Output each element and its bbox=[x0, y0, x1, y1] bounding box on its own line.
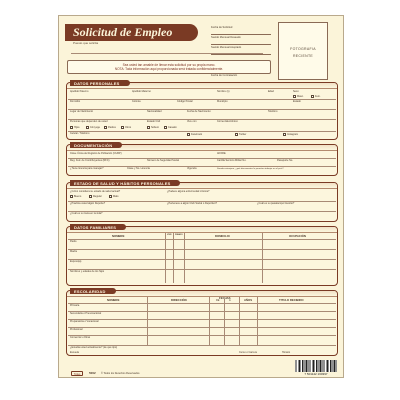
form-title: Solicitud de Empleo bbox=[65, 24, 198, 41]
education-section: ESCOLARIDAD NOMBRE DIRECCIÓN FECHAS DE A AÑOS TITULO RECIBIDO Primaria Secundaria o Prevocacional Preparatoria o Vocacional Profesional Comercial u Otras ¿Estudia usted actualmente? (de qué tipo) Escuela Curso o Carrera Horario bbox=[66, 290, 338, 356]
position-label: Puesto que solicita bbox=[73, 41, 99, 45]
section-title: ESTADO DE SALUD Y HÁBITOS PERSONALES bbox=[70, 180, 180, 186]
facebook-checkbox[interactable] bbox=[187, 133, 190, 136]
edu-row-professional: Profesional bbox=[70, 328, 83, 331]
photo-label-recent: RECIENTE bbox=[292, 54, 314, 58]
twitter-checkbox[interactable] bbox=[235, 133, 238, 136]
hire-date-field[interactable]: Fecha de Contratación bbox=[211, 74, 271, 83]
dep-parents-checkbox[interactable] bbox=[104, 126, 107, 129]
accepted-salary-field[interactable]: Sueldo Mensual Aceptado bbox=[211, 46, 271, 55]
studying-question: ¿Estudia usted actualmente? (de qué tipo) bbox=[70, 346, 118, 349]
instructions-box: Sea usted tan amable de llenar esta solicitud por su propia mano. NOTA: Toda información aquí proporcionada será tratada confidencialmente. bbox=[67, 60, 271, 74]
barcode bbox=[295, 360, 337, 372]
edu-row-secondary: Secundaria o Prevocacional bbox=[70, 312, 102, 315]
section-title: DATOS FAMILIARES bbox=[70, 224, 126, 230]
photo-label: FOTOGRAFIA bbox=[290, 47, 316, 51]
personal-data-section: DATOS PERSONALES Apellido Paterno Apellido Materno Nombre (s) Edad Sexo Masc. Fem. Domicilio Colonia Código Postal Municipio Estado Lugar de Nacimiento Nacionalidad Fecha de Nacimiento Teléfono Personas que dependen de usted Estado Civil Vive con Hijos Cónyuge Padres Otros Soltero Casado Correo Electrónico Celular / Teléfono Facebook Twitter Instagram bbox=[66, 82, 338, 140]
family-row-father: Padre bbox=[70, 240, 77, 243]
civil-single-checkbox[interactable] bbox=[147, 126, 150, 129]
barcode-number: 7 501142 160397 bbox=[304, 372, 328, 376]
sex-female-checkbox[interactable] bbox=[311, 95, 314, 98]
dep-others-checkbox[interactable] bbox=[121, 126, 124, 129]
family-row-mother: Madre bbox=[70, 250, 78, 253]
publisher-logo: Ticket bbox=[71, 371, 83, 376]
edu-row-other: Comercial u Otras bbox=[70, 336, 91, 339]
health-good-checkbox[interactable] bbox=[70, 195, 73, 198]
application-form bbox=[58, 15, 344, 378]
edu-row-prep: Preparatoria o Vocacional bbox=[70, 320, 99, 323]
dep-children-checkbox[interactable] bbox=[70, 126, 73, 129]
section-title: DOCUMENTACIÓN bbox=[70, 142, 122, 148]
dep-spouse-checkbox[interactable] bbox=[86, 126, 89, 129]
civil-married-checkbox[interactable] bbox=[164, 126, 167, 129]
documentation-section: DOCUMENTACIÓN Clave Única de Registro de Población (CURP) AFORE Reg. Fed. de Contribuyentes (RFC) Número de Seguridad Social Cartilla Servicio Militar No. Pasaporte No. ¿Tiene licencia para manejar? Clase y No. Licencia Vigencia Siendo extranjero, ¿qué documentos le permiten trabajar en el país? bbox=[66, 144, 338, 176]
photo-box[interactable] bbox=[278, 22, 328, 80]
health-bad-checkbox[interactable] bbox=[109, 195, 112, 198]
family-row-children: Nombres y edades de los hijos bbox=[70, 270, 105, 273]
sex-male-checkbox[interactable] bbox=[293, 95, 296, 98]
family-row-spouse: Esposo(a) bbox=[70, 260, 82, 263]
desired-salary-field[interactable]: Sueldo Mensual Deseado bbox=[211, 36, 271, 45]
form-number: 5002 bbox=[89, 371, 96, 375]
health-regular-checkbox[interactable] bbox=[89, 195, 92, 198]
application-date-field[interactable]: Fecha de Solicitud bbox=[211, 26, 271, 35]
instagram-checkbox[interactable] bbox=[283, 133, 286, 136]
section-title: ESCOLARIDAD bbox=[70, 288, 116, 294]
family-section: DATOS FAMILIARES NOMBRE VIVE FINADO DOMICILIO OCUPACIÓN Padre Madre Esposo(a) Nombres y edades de los hijos bbox=[66, 226, 338, 286]
health-section: ESTADO DE SALUD Y HÁBITOS PERSONALES ¿Cómo considera su estado de salud actual? ¿Padece alguna enfermedad crónica? Bueno Regular Malo ¿Practica usted algún Deporte? ¿Pertenece a algún Club Social o Deportivo? ¿Cuál es su pasatiempo favorito? ¿Cuál es su meta en la vida? bbox=[66, 182, 338, 222]
edu-row-primary: Primaria bbox=[70, 304, 80, 307]
copyright-note: © Todos los Derechos Reservados bbox=[101, 371, 140, 375]
section-title: DATOS PERSONALES bbox=[70, 80, 130, 86]
